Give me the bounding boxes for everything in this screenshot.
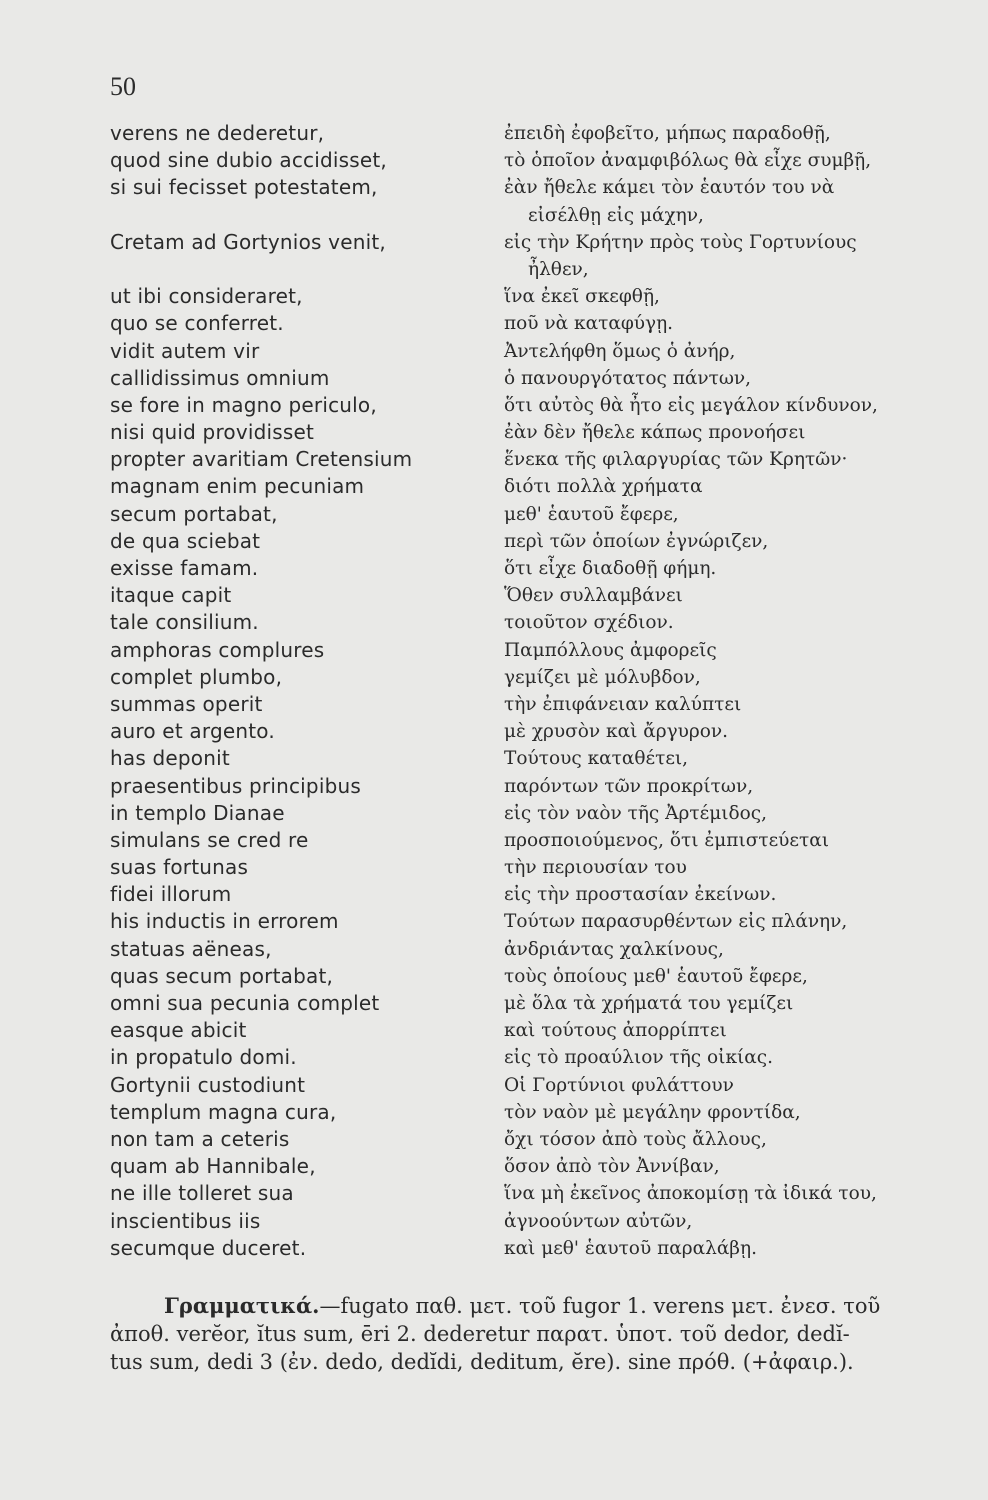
greek-line: ἦλθεν, xyxy=(528,258,589,280)
greek-line: ἐὰν δὲν ἤθελε κάπως προνοήσει xyxy=(504,422,806,444)
latin-line xyxy=(110,256,490,283)
latin-line: omni sua pecunia complet xyxy=(110,991,380,1015)
greek-line: εἰσέλθῃ εἰς μάχην, xyxy=(528,204,704,226)
latin-line: Gortynii custodiunt xyxy=(110,1072,306,1097)
grammar-notes-line-1 xyxy=(110,1292,976,1320)
greek-line: εἰς τὴν Κρήτην πρὸς τοὺς Γορτυνίους xyxy=(504,231,857,253)
grammar-notes-heading: Γραμματικά. xyxy=(164,1293,320,1318)
latin-line: non tam a ceteris xyxy=(110,1126,290,1151)
greek-line: καὶ τούτους ἀπορρίπτει xyxy=(504,1020,727,1042)
greek-line: τὴν ἐπιφάνειαν καλύπτει xyxy=(504,693,742,715)
greek-line: τὸν ναὸν μὲ μεγάλην φροντίδα, xyxy=(504,1101,801,1123)
latin-line: quod sine dubio accidisset, xyxy=(110,148,387,173)
latin-text-column xyxy=(110,120,490,1262)
greek-line: Τούτων παρασυρθέντων εἰς πλάνην, xyxy=(504,911,848,933)
greek-line: μεθ' ἑαυτοῦ ἔφερε, xyxy=(504,503,679,525)
greek-line: ὅσον ἀπὸ τὸν Ἀννίβαν, xyxy=(504,1156,720,1178)
latin-line: amphoras complures xyxy=(110,637,325,662)
greek-line: τοιοῦτον σχέδιον. xyxy=(504,612,674,634)
greek-line: ὅτι εἶχε διαδοθῇ φήμη. xyxy=(504,558,717,579)
greek-line: ποῦ νὰ καταφύγῃ. xyxy=(504,313,674,335)
greek-line: ἀγνοούντων αὐτῶν, xyxy=(504,1210,693,1232)
greek-line: τὸ ὁποῖον ἀναμφιβόλως θὰ εἶχε συμβῇ, xyxy=(504,150,872,172)
greek-line: ὅτι αὐτὸς θὰ ἦτο εἰς μεγάλον κίνδυνον, xyxy=(504,394,878,416)
latin-line: his inductis in errorem xyxy=(110,909,339,934)
greek-line: τὴν περιουσίαν του xyxy=(504,857,687,879)
greek-line: ἐὰν ἤθελε κάμει τὸν ἑαυτόν του νὰ xyxy=(504,177,835,199)
latin-line: suas fortunas xyxy=(110,855,249,880)
latin-line: ne ille tolleret sua xyxy=(110,1181,294,1206)
greek-line: εἰς τὸν ναὸν τῆς Ἀρτέμιδος, xyxy=(504,802,767,824)
latin-line: itaque capit xyxy=(110,583,232,608)
greek-line: ἐπειδὴ ἐφοβεῖτο, μήπως παραδοθῇ, xyxy=(504,123,831,144)
latin-line: Cretam ad Gortynios venit, xyxy=(110,229,386,254)
latin-line: quam ab Hannibale, xyxy=(110,1154,316,1179)
greek-line: εἰς τὸ προαύλιον τῆς οἰκίας. xyxy=(504,1047,773,1069)
latin-line: inscientibus iis xyxy=(110,1208,261,1233)
latin-line: nisi quid providisset xyxy=(110,420,315,445)
latin-line: ut ibi consideraret, xyxy=(110,284,303,309)
latin-line: templum magna cura, xyxy=(110,1099,337,1124)
latin-line: tale consilium. xyxy=(110,610,259,635)
latin-line: summas operit xyxy=(110,691,263,716)
greek-line: Τούτους καταθέτει, xyxy=(504,748,689,770)
greek-line: μὲ χρυσὸν καὶ ἄργυρον. xyxy=(504,721,729,743)
greek-line: Ἀντελήφθη ὅμως ὁ ἀνήρ, xyxy=(504,340,736,362)
latin-line: statuas aëneas, xyxy=(110,936,272,961)
greek-line: γεμίζει μὲ μόλυβδον, xyxy=(504,666,701,688)
latin-line: vidit autem vir xyxy=(110,338,260,363)
latin-line: de qua sciebat xyxy=(110,528,261,553)
grammar-notes-line-3: tus sum, dedi 3 (ἐν. dedo, dedĭdi, deditum, ĕre). sine πρόθ. (+ἀφαιρ.). xyxy=(110,1350,854,1374)
latin-line: magnam enim pecuniam xyxy=(110,474,365,499)
greek-line: περὶ τῶν ὁποίων ἐγνώριζεν, xyxy=(504,530,769,552)
latin-line: auro et argento. xyxy=(110,719,275,744)
greek-line: τοὺς ὁποίους μεθ' ἑαυτοῦ ἔφερε, xyxy=(504,965,808,987)
greek-line: καὶ μεθ' ἑαυτοῦ παραλάβῃ. xyxy=(504,1237,757,1259)
greek-line: προσποιούμενος, ὅτι ἐμπιστεύεται xyxy=(504,829,829,851)
grammar-notes xyxy=(110,1292,976,1376)
greek-line: Παμπόλλους ἀμφορεῖς xyxy=(504,639,717,661)
greek-line: ὄχι τόσον ἀπὸ τοὺς ἄλλους, xyxy=(504,1128,767,1150)
grammar-notes-line-1-text: —fugato παθ. μετ. τοῦ fugor 1. verens μετ. ἐνεσ. τοῦ xyxy=(319,1294,881,1318)
latin-line xyxy=(110,202,490,229)
latin-line: se fore in magno periculo, xyxy=(110,392,377,417)
latin-line: easque abicit xyxy=(110,1018,247,1043)
greek-line: ἵνα μὴ ἐκεῖνος ἀποκομίσῃ τὰ ἰδικά του, xyxy=(504,1183,877,1205)
latin-line: secum portabat, xyxy=(110,501,278,526)
latin-line: secumque duceret. xyxy=(110,1235,307,1260)
latin-line: quo se conferret. xyxy=(110,311,284,336)
greek-line: ἵνα ἐκεῖ σκεφθῇ, xyxy=(504,286,660,308)
latin-line: simulans se cred re xyxy=(110,827,309,852)
greek-translation-column xyxy=(504,120,976,1262)
greek-line: παρόντων τῶν προκρίτων, xyxy=(504,775,754,797)
greek-line: διότι πολλὰ χρήματα xyxy=(504,476,703,498)
greek-line: μὲ ὅλα τὰ χρήματά του γεμίζει xyxy=(504,993,794,1014)
latin-line: in templo Dianae xyxy=(110,800,285,825)
latin-line: si sui fecisset potestatem, xyxy=(110,175,378,200)
latin-line: praesentibus principibus xyxy=(110,773,361,798)
latin-line: callidissimus omnium xyxy=(110,365,330,390)
latin-line: exisse famam. xyxy=(110,556,259,580)
greek-line: ἕνεκα τῆς φιλαργυρίας τῶν Κρητῶν· xyxy=(504,449,848,471)
latin-line: verens ne dederetur, xyxy=(110,121,325,145)
greek-line: εἰς τὴν προστασίαν ἐκείνων. xyxy=(504,884,777,906)
latin-line: has deponit xyxy=(110,746,230,771)
grammar-notes-line-2: ἀποθ. verĕor, ĭtus sum, ēri 2. dederetur παρατ. ὑποτ. τοῦ dedor, dedĭ- xyxy=(110,1322,850,1346)
latin-line: quas secum portabat, xyxy=(110,963,334,988)
latin-line: fidei illorum xyxy=(110,882,232,907)
latin-line: in propatulo domi. xyxy=(110,1045,297,1070)
page-number: 50 xyxy=(110,72,136,101)
greek-line: Ὅθεν συλλαμβάνει xyxy=(504,585,683,607)
latin-line: complet plumbo, xyxy=(110,664,283,689)
greek-line: Οἱ Γορτύνιοι φυλάττουν xyxy=(504,1074,734,1096)
latin-line: propter avaritiam Cretensium xyxy=(110,447,413,472)
greek-line: ἀνδριάντας χαλκίνους, xyxy=(504,938,724,960)
greek-line: ὁ πανουργότατος πάντων, xyxy=(504,367,752,389)
